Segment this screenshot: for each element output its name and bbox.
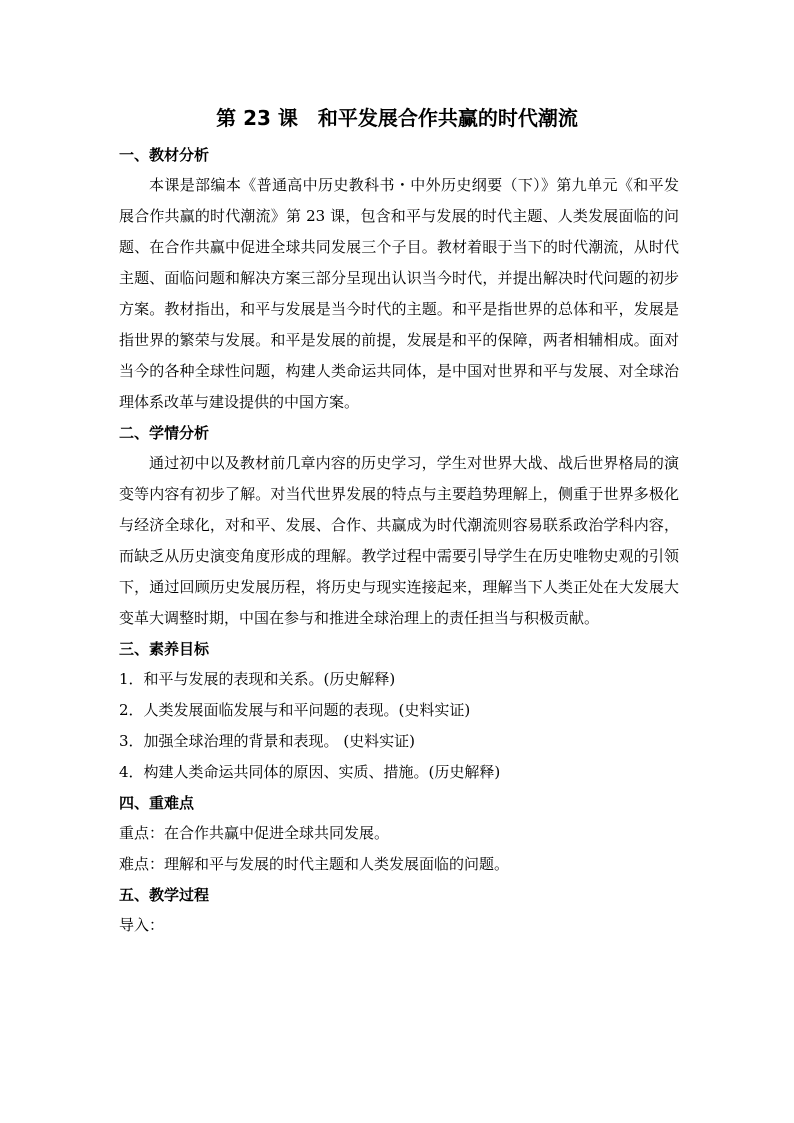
key-point: 重点：在合作共赢中促进全球共同发展。: [119, 824, 390, 842]
section-heading-analysis: 一、教材分析: [119, 146, 210, 164]
goal-item: 1．和平与发展的表现和关系。(历史解释): [119, 670, 396, 688]
intro-label: 导入：: [119, 916, 165, 934]
goal-item: 3．加强全球治理的背景和表现。 (史料实证): [119, 732, 416, 750]
document-body: [119, 140, 679, 941]
section-heading-process: 五、教学过程: [119, 886, 210, 904]
page-title: 第 23 课 和平发展合作共赢的时代潮流: [216, 106, 578, 130]
paragraph-analysis: 本课是部编本《普通高中历史教科书・中外历史纲要（下）》第九单元《和平发展合作共赢的时代潮流》第 23 课，包含和平与发展的时代主题、人类发展面临的问题、在合作共赢中促进全球共同发展三个子目。教材着眼于当下的时代潮流，从时代主题、面临问题和解决方案三部分呈现出认识当今时代，并提出解决时代问题的初步方案。教材指出，和平与发展是当今时代的主题。和平是指世界的总体和平，发展是指世界的繁荣与发展。和平是发展的前提，发展是和平的保障，两者相辅相成。面对当今的各种全球性问题，构建人类命运共同体，是中国对世界和平与发展、对全球治理体系改革与建设提供的中国方案。: [119, 176, 679, 411]
section-heading-learner: 二、学情分析: [119, 424, 210, 442]
difficult-point: 难点：理解和平与发展的时代主题和人类发展面临的问题。: [119, 855, 510, 873]
section-heading-goals: 三、素养目标: [119, 640, 210, 658]
goal-item: 2．人类发展面临发展与和平问题的表现。(史料实证): [119, 701, 471, 719]
section-heading-key: 四、重难点: [119, 794, 195, 812]
goal-item: 4．构建人类命运共同体的原因、实质、措施。(历史解释): [119, 763, 501, 781]
paragraph-learner: 通过初中以及教材前几章内容的历史学习，学生对世界大战、战后世界格局的演变等内容有初步了解。对当代世界发展的特点与主要趋势理解上，侧重于世界多极化与经济全球化，对和平、发展、合作、共赢成为时代潮流则容易联系政治学科内容，而缺乏从历史演变角度形成的理解。教学过程中需要引导学生在历史唯物史观的引领下，通过回顾历史发展历程，将历史与现实连接起来，理解当下人类正处在大发展大变革大调整时期，中国在参与和推进全球治理上的责任担当与积极贡献。: [119, 454, 679, 627]
